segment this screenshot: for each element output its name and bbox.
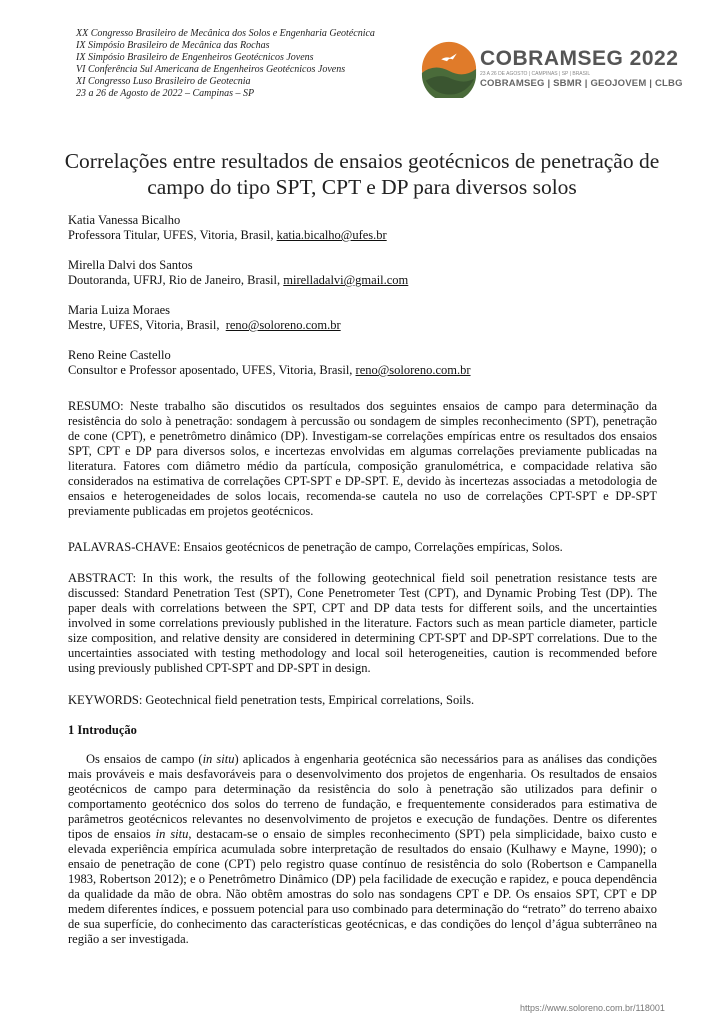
author-block — [68, 348, 668, 378]
header-line: IX Simpósio Brasileiro de Engenheiros Geotécnicos Jovens — [76, 52, 314, 63]
logo-organizations: COBRAMSEG | SBMR | GEOJOVEM | CLBG — [480, 78, 683, 89]
header-line: 23 a 26 de Agosto de 2022 – Campinas – SP — [76, 88, 255, 99]
author-affiliation: Consultor e Professor aposentado, UFES, Vitoria, Brasil, reno@soloreno.com.br — [68, 363, 471, 377]
header-line: XI Congresso Luso Brasileiro de Geotecnia — [76, 76, 251, 87]
palavras-chave-paragraph: PALAVRAS-CHAVE: Ensaios geotécnicos de penetração de campo, Correlações empíricas, Solos. — [68, 540, 563, 554]
introduction-paragraph: Os ensaios de campo (in situ) aplicados à engenharia geotécnica são necessários para as análises das condições mais prováveis e mais desfavoráveis para o desenvolvimento dos projetos de engenharia. Os resultados de ensaios geotécnicos de campo para determinação da resistência do solo à penetração são utilizados para definir o comportamento geotécnico dos solos do terreno de fundação, e frequentemente considerados para estimativa de parâmetros geotécnicos relevantes no desenvolvimento de projetos e execução de fundações. Dentre os diferentes tipos de ensaios in situ, destacam-se o ensaio de simples reconhecimento (SPT) pela simplicidade, baixo custo e elevada experiência empírica acumulada sobre interpretação de resultados do ensaio (Kulhawy e Mayne, 1990); o ensaio de penetração de cone (CPT) pelo registro quase contínuo de resistência do solo (Robertson e Campanella 1983, Robertson 2012); e o Penetrômetro Dinâmico (DP) pela facilidade de execução e rapidez, e pouca dependência da qualidade da mão de obra. Não obtêm amostras do solo nas sondagens CPT e DP. Os ensaios SPT, CPT e DP medem diferentes índices, e possuem potencial para uso combinado para determinação do “retrato” do terreno abaixo de sua superfície, do conhecimento das características geotécnicas, e das condições do lençol d’água subterrâneo na região a ser investigada. — [68, 752, 657, 946]
author-name: Katia Vanessa Bicalho — [68, 213, 181, 227]
cobramseg-logo — [420, 40, 690, 102]
author-email-link[interactable]: katia.bicalho@ufes.br — [276, 228, 387, 242]
author-affiliation: Doutoranda, UFRJ, Rio de Janeiro, Brasil, mirelladalvi@gmail.com — [68, 273, 409, 287]
author-email-link[interactable]: reno@soloreno.com.br — [225, 318, 341, 332]
author-name: Mirella Dalvi dos Santos — [68, 258, 193, 272]
author-name: Maria Luiza Moraes — [68, 303, 171, 317]
author-block — [68, 258, 668, 288]
author-block — [68, 303, 668, 333]
logo-title: COBRAMSEG 2022 — [480, 47, 679, 70]
author-block — [68, 213, 668, 243]
header-line: VI Conferência Sul Americana de Engenheiros Geotécnicos Jovens — [76, 64, 346, 75]
header-line: XX Congresso Brasileiro de Mecânica dos Solos e Engenharia Geotécnica — [76, 28, 375, 39]
header-line: IX Simpósio Brasileiro de Mecânica das Rochas — [76, 40, 270, 51]
abstract-paragraph: ABSTRACT: In this work, the results of the following geotechnical field soil penetration resistance tests are discussed: Standard Penetration Test (SPT), Cone Penetrometer Test (CPT), and Dynamic Probing Test (DP). The paper deals with correlations between the SPT, CPT and DP data tests for different soils, and the uncertainties involved in some correlations previously published in the literature. Factors such as mean particle diameter, particle size composition, and relative density are considered in determining CPT-SPT and DP-SPT correlations. Due to the uncertainties associated with testing methodology and local soil heterogeneities, caution is recommended before using previously published CPT-SPT and DP-SPT in design. — [68, 571, 657, 675]
keywords-paragraph: KEYWORDS: Geotechnical field penetration tests, Empirical correlations, Soils. — [68, 693, 475, 707]
footer-url: https://www.soloreno.com.br/118001 — [520, 1003, 665, 1013]
author-name: Reno Reine Castello — [68, 348, 171, 362]
author-email-link[interactable]: mirelladalvi@gmail.com — [283, 273, 409, 287]
section-heading: 1 Introdução — [68, 723, 137, 737]
conference-header — [76, 28, 416, 100]
author-affiliation: Mestre, UFES, Vitoria, Brasil, reno@soloreno.com.br — [68, 318, 341, 332]
paper-title: Correlações entre resultados de ensaios geotécnicos de penetração de campo do tipo SPT, CPT e DP para diversos solos — [64, 149, 660, 199]
conference-logo-icon — [420, 40, 478, 98]
resumo-paragraph: RESUMO: Neste trabalho são discutidos os resultados dos seguintes ensaios de campo para determinação da resistência do solo à penetração: sondagem à percussão ou sondagem de simples reconhecimento (SPT), penetração de cone (CPT), e penetrômetro dinâmico (DP). Investigam-se correlações empíricas entre os resultados dos ensaios SPT, CPT e DP para diversos solos, e incertezas envolvidas em algumas correlações previamente publicadas na literatura. Fatores com diâmetro médio da partícula, composição granulométrica, e compacidade relativa são considerados na estimativa de correlações CPT-SPT e DP-SPT. E, devido às incertezas associadas a metodologia de ensaios e heterogeneidades de solos locais, recomenda-se cautela no uso de correlações CPT-SPT e DP-SPT previamente publicadas em projetos geotécnicos. — [68, 399, 657, 518]
author-email-link[interactable]: reno@soloreno.com.br — [355, 363, 471, 377]
logo-subtitle: 23 A 26 DE AGOSTO | CAMPINAS | SP | BRASIL — [480, 71, 591, 77]
author-affiliation: Professora Titular, UFES, Vitoria, Brasil, katia.bicalho@ufes.br — [68, 228, 387, 242]
author-list — [68, 213, 668, 393]
